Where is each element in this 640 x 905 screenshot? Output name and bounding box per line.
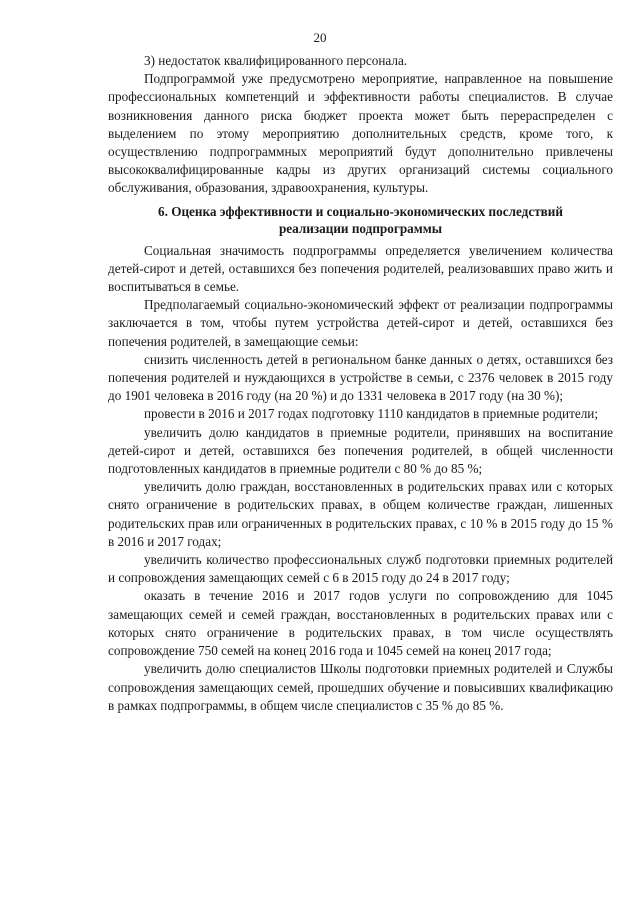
section-heading: 6. Оценка эффективности и социально-экономических последствий реализации подпрограммы bbox=[158, 203, 563, 236]
list-item-paragraph: снизить численность детей в региональном банке данных о детях, оставшихся без попечения родителей и нуждающихся в устройстве в семьи, с 2376 человек в 2015 году до 1901 человека в 2016 году (на 20 %) и до 1331 человека в 2017 году (на 30 %); bbox=[108, 351, 613, 404]
paragraph: Предполагаемый социально-экономический эффект от реализации подпрограммы заключается в том, чтобы путем устройства детей-сирот и детей, оставшихся без попечения родителей, в замещающие семьи: bbox=[108, 297, 613, 349]
document-body bbox=[108, 52, 613, 715]
list-item-paragraph: увеличить долю специалистов Школы подготовки приемных родителей и Службы сопровождения замещающих семей, прошедших обучение и повысивших квалификацию в рамках подпрограммы, в общем числе специалистов с 35 % до 85 %. bbox=[108, 661, 613, 713]
paragraph: Социальная значимость подпрограммы определяется увеличением количества детей-сирот и детей, оставшихся без попечения родителей, реализовавших право жить и воспитываться в семье. bbox=[108, 242, 613, 295]
paragraph: 3) недостаток квалифицированного персонала. bbox=[144, 53, 408, 68]
paragraph: Подпрограммой уже предусмотрено мероприятие, направленное на повышение профессиональных компетенций и эффективности работы специалистов. В случае возникновения данного риска бюджет проекта может быть перераспределен с выделением по этому мероприятию дополнительных средств, кроме того, к осуществлению подпрограммных мероприятий будут дополнительно привлечены высококвалифицированные кадры из других организаций системы социального обслуживания, образования, здравоохранения, культуры. bbox=[108, 71, 613, 196]
list-item-paragraph: увеличить долю граждан, восстановленных в родительских правах или с которых снято ограничение в родительских правах, в общем количестве граждан, лишенных родительских прав или ограниченных в родительских правах, с 10 % в 2015 году до 15 % в 2016 и 2017 годах; bbox=[108, 479, 613, 549]
list-item-paragraph: увеличить долю кандидатов в приемные родители, принявших на воспитание детей-сирот и детей, оставшихся без попечения родителей, в общей численности подготовленных кандидатов в приемные родители с 80 % до 85 %; bbox=[108, 424, 613, 477]
page-number: 20 bbox=[313, 30, 327, 45]
list-item-paragraph: увеличить количество профессиональных служб подготовки приемных родителей и сопровождения замещающих семей с 6 в 2015 году до 24 в 2017 году; bbox=[108, 552, 613, 586]
list-item-paragraph: оказать в течение 2016 и 2017 годов услуги по сопровождению для 1045 замещающих семей и семей граждан, восстановленных в родительских правах или с которых снято ограничение в родительских правах, в том числе осуществлять сопровождение 750 семей на конец 2016 года и 1045 семей на конец 2017 года; bbox=[108, 588, 613, 659]
list-item-paragraph: провести в 2016 и 2017 годах подготовку 1110 кандидатов в приемные родители; bbox=[144, 406, 599, 422]
